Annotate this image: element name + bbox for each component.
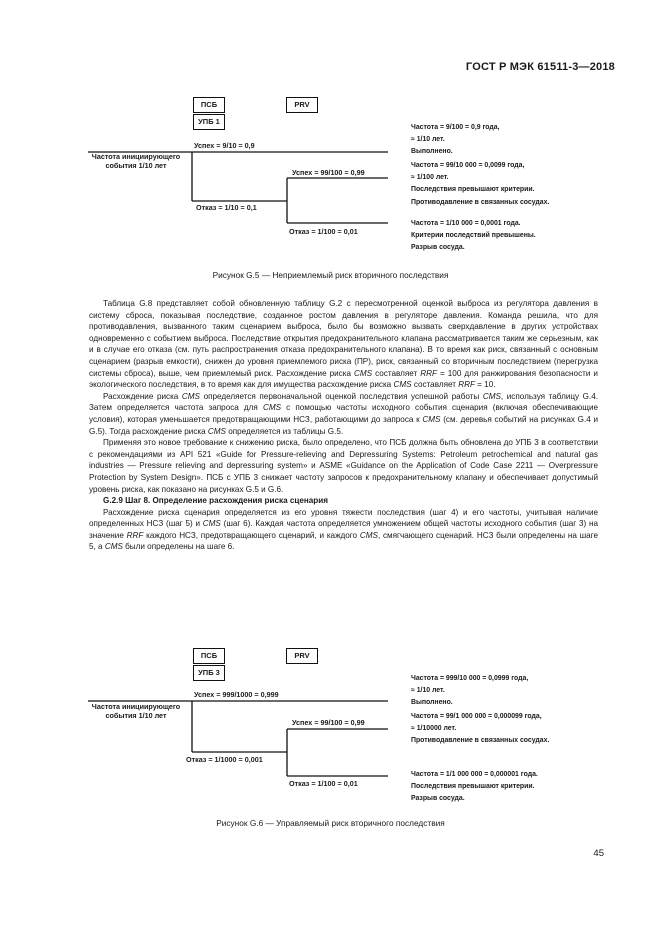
success-1-label: Успех = 999/1000 = 0,999 <box>194 690 279 699</box>
document-header: ГОСТ Р МЭК 61511-3—2018 <box>465 61 615 73</box>
figure-g6-caption: Рисунок G.6 — Управляемый риск вторичного последствия <box>216 818 445 828</box>
success-2-label: Успех = 99/100 = 0,99 <box>292 718 365 727</box>
prv-box: PRV <box>286 97 318 113</box>
failure-2-label: Отказ = 1/100 = 0,01 <box>289 227 358 236</box>
outcome-1: Частота = 9/100 = 0,9 года, ≈ 1/10 лет. Выполнено. <box>411 124 500 156</box>
page-number: 45 <box>593 848 604 859</box>
upb-box: УПБ 1 <box>193 114 225 130</box>
failure-1-label: Отказ = 1/1000 = 0,001 <box>186 755 263 764</box>
prv-box: PRV <box>286 648 318 664</box>
outcome-1: Частота = 999/10 000 = 0,0999 года, ≈ 1/10 лет. Выполнено. <box>411 675 529 707</box>
paragraph-1: Таблица G.8 представляет собой обновленную таблицу G.2 с пересмотренной оценкой выброса из регулятора давления в систему сброса, показывая последствие, созданное ростом давления в регуляторе давления. Команда решила, что для противодавления, вызванного таким сценарием выброса, было бы возможно вызвать сверхдавление в других устройствах одновременно с событием выброса. Последствие открытия предохранительного клапана рассматривается таким же серьезным, как и в случае его отказа (см. путь распространения отказа предохранительного клапана). В то время как риск, связанный с основным сценарием (разрыв емкости), снижен до уровня приемлемого риска (ПР), риск, связанный со вторичным последствием (перегрузка системы сброса), выше, чем приемлемый риск. Расхождение риска CMS составляет RRF = 100 для ранжирования безопасности и экологического последствия, в то время как для имущества расхождение риска CMS составляет RRF = 10. <box>89 299 598 390</box>
upb-box: УПБ 3 <box>193 665 225 681</box>
initiating-event-label: Частота инициирующего события 1/10 лет <box>91 702 181 720</box>
success-1-label: Успех = 9/10 = 0,9 <box>194 141 255 150</box>
section-heading: G.2.9 Шаг 8. Определение расхождения риска сценария <box>103 496 329 506</box>
psb-box: ПСБ <box>193 97 225 113</box>
failure-2-label: Отказ = 1/100 = 0,01 <box>289 779 358 788</box>
figure-g5-caption: Рисунок G.5 — Неприемлемый риск вторичного последствия <box>212 270 449 280</box>
outcome-3: Частота = 1/10 000 = 0,0001 года. Критерии последствий превышены. Разрыв сосуда. <box>411 220 536 252</box>
outcome-2: Частота = 99/1 000 000 = 0,000099 года, ≈ 1/10000 лет. Противодавление в связанных сосудах. <box>411 713 550 745</box>
outcome-3: Частота = 1/1 000 000 = 0,000001 года. Последствия превышают критерии. Разрыв сосуда. <box>411 771 538 803</box>
success-2-label: Успех = 99/100 = 0,99 <box>292 168 365 177</box>
paragraph-4: Расхождение риска сценария определяется из его уровня тяжести последствия (шаг 4) и его частоты, учитывая наличие определенных НСЗ (шаг 5) и CMS (шаг 6). Каждая частота определяется умножением общей частоты исходного события (шаг 3) на значение RRF каждого НСЗ, предотвращающего сценарий, и каждого CMS, смягчающего сценарий. НСЗ были определены на шаге 5, а CMS были определены на шаге 6. <box>89 507 599 552</box>
paragraph-3: Применяя это новое требование к снижению риска, было определено, что ПСБ должна быть обновлена до УПБ 3 в соответствии с рекомендациями из API 521 «Guide for Pressure-relieving and Depressuring Systems: Petroleum petrochemical and natural gas industries — Pressure relieving and depressuring system» и ASME «Guidance on the Application of Code Case 2211 — Overpressure Protection by System Design». ПСБ с УПБ 3 снижает частоту запросов к предохранительному клапану и обеспечивает допустимый уровень риска, как показано на рисунках G.5 и G.6. <box>89 438 598 494</box>
paragraph-2: Расхождение риска CMS определяется первоначальной оценкой последствия успешной работы CMS, используя таблицу G.4. Затем определяется частота запроса для CMS с помощью частоты исходного события сценария (включая обеспечивающие условия), которая уменьшается предотвращающими НСЗ, работающими до запроса к CMS (см. деревья событий на рисунках G.4 и G.5). Тогда расхождение риска CMS определяется из таблицы G.5. <box>89 391 599 436</box>
initiating-event-label: Частота инициирующего события 1/10 лет <box>91 152 181 170</box>
outcome-2: Частота = 99/10 000 = 0,0099 года, ≈ 1/100 лет. Последствия превышают критерии. Противодавление в связанных сосудах. <box>411 162 550 206</box>
psb-box: ПСБ <box>193 648 225 664</box>
failure-1-label: Отказ = 1/10 = 0,1 <box>196 203 257 212</box>
